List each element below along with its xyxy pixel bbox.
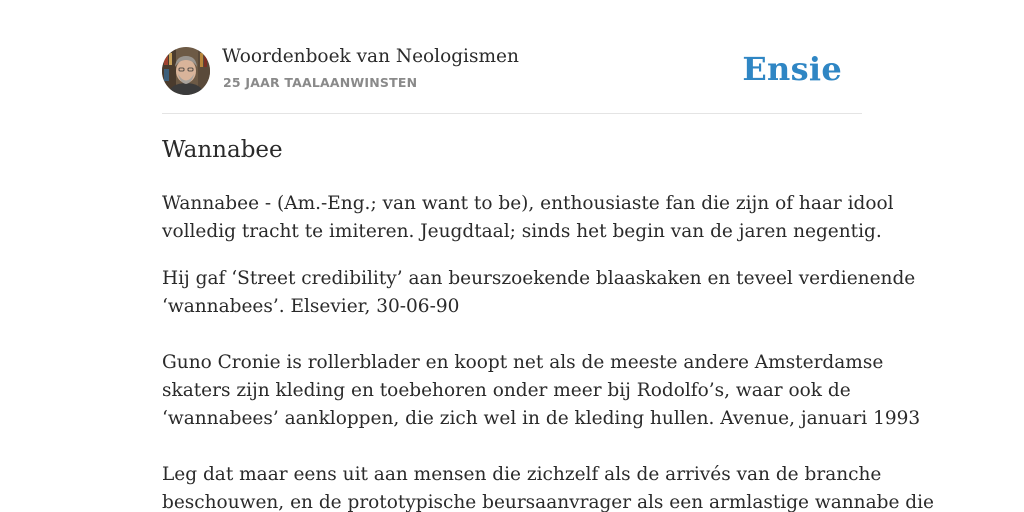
article-title: Wannabee [162,137,283,163]
quote-paragraph [162,461,934,512]
quote-line: Guno Cronie is rollerblader en koopt net als de meeste andere Amsterdamse [162,352,884,373]
quote-paragraph [162,265,916,321]
quote-line: Hij gaf ‘Street credibility’ aan beurszoekende blaaskaken en teveel verdienende [162,268,916,289]
article-page [162,0,934,512]
quote-line: beschouwen, en de prototypische beursaanvrager als een armlastige wannabe die [162,492,934,512]
quote-line: ‘wannabees’. Elsevier, 30-06-90 [162,296,460,317]
brand-logo[interactable]: Ensie [742,50,842,88]
quote-line: skaters zijn kleding en toebehoren onder meer bij Rodolfo’s, waar ook de [162,380,851,401]
definition-line: Wannabee - (Am.-Eng.; van want to be), enthousiaste fan die zijn of haar idool [162,193,894,214]
definition-paragraph [162,190,894,246]
quote-paragraph [162,349,921,433]
publication-name[interactable]: Woordenboek van Neologismen [222,46,519,67]
publication-tagline: 25 JAAR TAALAANWINSTEN [223,75,418,90]
quote-line: ‘wannabees’ aankloppen, die zich wel in de kleding hullen. Avenue, januari 1993 [162,408,921,429]
author-avatar-icon[interactable] [162,47,210,95]
site-header [162,0,862,114]
quote-line: Leg dat maar eens uit aan mensen die zichzelf als de arrivés van de branche [162,464,882,485]
definition-line: volledig tracht te imiteren. Jeugdtaal; sinds het begin van de jaren negentig. [162,221,882,242]
